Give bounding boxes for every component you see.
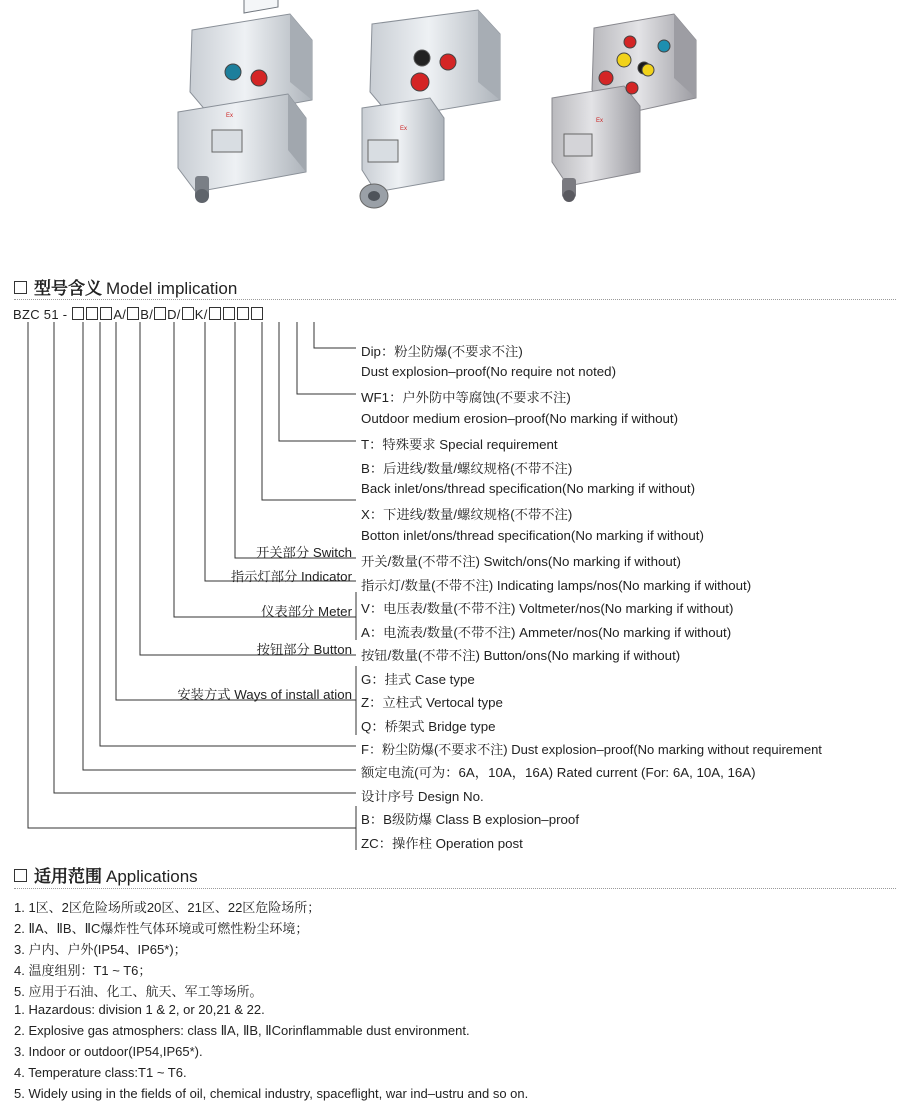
desc-dip-en: Dust explosion–proof(No require not noted) xyxy=(361,364,617,379)
applications-title-cn: 适用范围 xyxy=(34,867,102,886)
desc-bottom-inlet-en: Botton inlet/ons/thread specification(No marking if without) xyxy=(361,528,704,543)
desc-dust-proof: F：粉尘防爆(不要求不注) Dust explosion–proof(No marking without requirement xyxy=(361,742,822,757)
code-slot-box xyxy=(127,307,139,320)
app-item-cn-5: 5. 应用于石油、化工、航天、军工等场所。 xyxy=(14,984,263,999)
model-code xyxy=(13,307,264,322)
code-sep: B/ xyxy=(140,307,154,322)
desc-operation-post: ZC：操作柱 Operation post xyxy=(361,836,523,851)
desc-bridge-type: Q：桥架式 Bridge type xyxy=(361,719,496,734)
desc-special: T：特殊要求 Special requirement xyxy=(361,437,558,452)
label-meter: 仪表部分 Meter xyxy=(261,604,352,619)
code-slot-box xyxy=(251,307,263,320)
desc-switch: 开关/数量(不带不注) Switch/ons(No marking if without) xyxy=(361,554,681,569)
desc-voltmeter: V：电压表/数量(不带不注) Voltmeter/nos(No marking if without) xyxy=(361,601,734,616)
desc-wf1: WF1：户外防中等腐蚀(不要求不注) xyxy=(361,390,571,405)
model-section-title xyxy=(14,274,237,299)
square-bullet-icon xyxy=(14,281,27,294)
product-box-3 xyxy=(552,14,696,202)
code-slot-box xyxy=(223,307,235,320)
code-sep: K/ xyxy=(194,307,208,322)
desc-button: 按钮/数量(不带不注) Button/ons(No marking if without) xyxy=(361,648,681,663)
desc-ammeter: A：电流表/数量(不带不注) Ammeter/nos(No marking if without) xyxy=(361,625,732,640)
desc-back-inlet-en: Back inlet/ons/thread specification(No marking if without) xyxy=(361,481,696,496)
desc-indicator: 指示灯/数量(不带不注) Indicating lamps/nos(No marking if without) xyxy=(361,578,752,593)
desc-back-inlet: B：后进线/数量/螺纹规格(不带不注) xyxy=(361,461,573,476)
svg-text:Ex: Ex xyxy=(226,113,234,119)
label-button: 按钮部分 Button xyxy=(256,642,352,657)
divider xyxy=(14,299,896,300)
label-install: 安装方式 Ways of install ation xyxy=(177,687,352,702)
desc-case-type: G：挂式 Case type xyxy=(361,672,475,687)
label-switch: 开关部分 Switch xyxy=(255,545,352,560)
model-title-en: Model implication xyxy=(106,279,238,298)
app-item-cn-1: 1. 1区、2区危险场所或20区、21区、22区危险场所； xyxy=(14,900,321,915)
app-item-cn-3: 3. 户内、户外(IP54、IP65*)； xyxy=(14,942,187,957)
code-slot-box xyxy=(100,307,112,320)
product-photos xyxy=(0,0,900,230)
applications-title-en: Applications xyxy=(106,867,198,886)
svg-text:Ex: Ex xyxy=(400,126,408,132)
code-sep: D/ xyxy=(167,307,181,322)
app-item-en-4: 4. Temperature class:T1 ~ T6. xyxy=(14,1065,187,1080)
product-box-2 xyxy=(360,0,500,208)
square-bullet-icon xyxy=(14,869,27,882)
app-item-en-3: 3. Indoor or outdoor(IP54,IP65*). xyxy=(14,1044,203,1059)
model-code-prefix: BZC 51 - xyxy=(13,307,72,322)
app-item-en-2: 2. Explosive gas atmosphers: class ⅡA, ⅡB, ⅡCorinflammable dust environment. xyxy=(14,1023,470,1038)
desc-class-b: B：B级防爆 Class B explosion–proof xyxy=(361,812,580,827)
app-item-en-5: 5. Widely using in the fields of oil, chemical industry, spaceflight, war ind–ustru and so on. xyxy=(14,1086,529,1101)
divider xyxy=(14,888,896,889)
desc-dip: Dip：粉尘防爆(不要求不注) xyxy=(361,344,523,359)
app-item-cn-4: 4. 温度组别：T1 ~ T6； xyxy=(14,963,152,978)
desc-bottom-inlet: X：下进线/数量/螺纹规格(不带不注) xyxy=(361,507,573,522)
code-slot-box xyxy=(72,307,84,320)
desc-rated-current: 额定电流(可为：6A，10A，16A) Rated current (For: 6A, 10A, 16A) xyxy=(361,765,756,780)
svg-text:Ex: Ex xyxy=(596,118,604,124)
app-item-en-1: 1. Hazardous: division 1 & 2, or 20,21 & 22. xyxy=(14,1002,265,1017)
code-sep: A/ xyxy=(113,307,127,322)
code-slot-box xyxy=(209,307,221,320)
applications-section-title xyxy=(14,862,198,887)
desc-vertical-type: Z：立柱式 Vertocal type xyxy=(361,695,503,710)
code-slot-box xyxy=(182,307,194,320)
desc-wf1-en: Outdoor medium erosion–proof(No marking if without) xyxy=(361,411,679,426)
product-box-1 xyxy=(178,0,312,203)
model-title-cn: 型号含义 xyxy=(34,279,102,298)
code-slot-box xyxy=(154,307,166,320)
app-item-cn-2: 2. ⅡA、ⅡB、ⅡC爆炸性气体环境或可燃性粉尘环境； xyxy=(14,921,309,936)
code-slot-box xyxy=(86,307,98,320)
desc-design-no: 设计序号 Design No. xyxy=(361,789,484,804)
code-slot-box xyxy=(237,307,249,320)
label-indicator: 指示灯部分 Indicator xyxy=(230,569,352,584)
